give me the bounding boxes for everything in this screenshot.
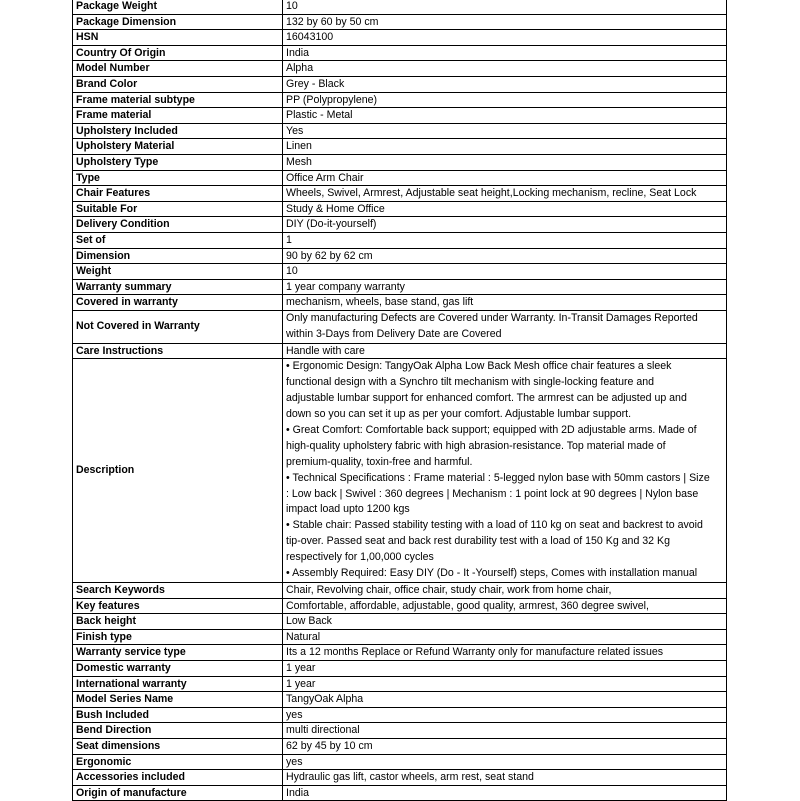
- table-row: [73, 343, 727, 359]
- spec-value: 1 year: [283, 660, 727, 676]
- spec-value: Wheels, Swivel, Armrest, Adjustable seat height,Locking mechanism, recline, Seat Lock: [283, 186, 727, 202]
- spec-value: India: [283, 45, 727, 61]
- spec-label: Upholstery Included: [73, 123, 283, 139]
- spec-label: Country Of Origin: [73, 45, 283, 61]
- spec-value: Mesh: [283, 154, 727, 170]
- spec-label: Accessories included: [73, 770, 283, 786]
- spec-value: Its a 12 months Replace or Refund Warranty only for manufacture related issues: [283, 645, 727, 661]
- table-row: [73, 217, 727, 233]
- spec-label: Frame material subtype: [73, 92, 283, 108]
- table-row: [73, 614, 727, 630]
- table-row: [73, 154, 727, 170]
- spec-label: Upholstery Type: [73, 154, 283, 170]
- description-line: adjustable lumbar support for enhanced comfort. The armrest can be adjusted up and: [286, 392, 687, 405]
- spec-value-description: [283, 359, 727, 583]
- description-line: functional design with a Synchro tilt mechanism with single-locking feature and: [286, 376, 655, 389]
- spec-label: Brand Color: [73, 76, 283, 92]
- spec-label: Package Dimension: [73, 14, 283, 30]
- description-line: tip-over. Passed seat and back rest durability test with a load of 150 Kg and 32 Kg: [286, 535, 670, 548]
- table-row: [73, 45, 727, 61]
- table-row: [73, 264, 727, 280]
- spec-label: Weight: [73, 264, 283, 280]
- spec-value: TangyOak Alpha: [283, 692, 727, 708]
- table-row: [73, 30, 727, 46]
- spec-label: Upholstery Material: [73, 139, 283, 155]
- table-row: [73, 660, 727, 676]
- spec-value: 132 by 60 by 50 cm: [283, 14, 727, 30]
- spec-value: yes: [283, 754, 727, 770]
- spec-label: Back height: [73, 614, 283, 630]
- table-row: [73, 645, 727, 661]
- specification-table: [72, 0, 727, 801]
- table-row: [73, 0, 727, 14]
- table-row: [73, 692, 727, 708]
- description-line: • Technical Specifications : Frame material : 5-legged nylon base with 50mm castors | Size: [286, 471, 710, 484]
- spec-value: 1 year: [283, 676, 727, 692]
- spec-value: Comfortable, affordable, adjustable, good quality, armrest, 360 degree swivel,: [283, 598, 727, 614]
- table-row: [73, 186, 727, 202]
- table-row: [73, 232, 727, 248]
- spec-label: Frame material: [73, 108, 283, 124]
- table-row: [73, 754, 727, 770]
- spec-value: DIY (Do-it-yourself): [283, 217, 727, 233]
- spec-label: Package Weight: [73, 0, 283, 14]
- table-row: [73, 723, 727, 739]
- not-covered-line: within 3-Days from Delivery Date are Covered: [286, 327, 502, 340]
- description-line: premium-quality, toxin-free and harmful.: [286, 455, 473, 468]
- table-row: [73, 76, 727, 92]
- table-row-not-covered: [73, 310, 727, 343]
- spec-value: Hydraulic gas lift, castor wheels, arm rest, seat stand: [283, 770, 727, 786]
- spec-label: Suitable For: [73, 201, 283, 217]
- spec-value: 1: [283, 232, 727, 248]
- spec-label: Warranty summary: [73, 279, 283, 295]
- description-line: • Great Comfort: Comfortable back support; equipped with 2D adjustable arms. Made of: [286, 423, 697, 436]
- not-covered-line: Only manufacturing Defects are Covered under Warranty. In-Transit Damages Reported: [286, 311, 698, 324]
- spec-label: Covered in warranty: [73, 295, 283, 311]
- spec-value: 10: [283, 264, 727, 280]
- spec-label-description: Description: [73, 359, 283, 583]
- table-row: [73, 629, 727, 645]
- spec-value: Yes: [283, 123, 727, 139]
- table-row: [73, 61, 727, 77]
- description-line: high-quality upholstery fabric with high abrasion-resistance. Top material made of: [286, 439, 666, 452]
- spec-label: Dimension: [73, 248, 283, 264]
- table-row: [73, 92, 727, 108]
- table-row: [73, 582, 727, 598]
- spec-value: Alpha: [283, 61, 727, 77]
- spec-label: Chair Features: [73, 186, 283, 202]
- spec-label: Not Covered in Warranty: [73, 310, 283, 343]
- spec-label: Ergonomic: [73, 754, 283, 770]
- spec-value: 62 by 45 by 10 cm: [283, 738, 727, 754]
- table-row: [73, 279, 727, 295]
- spec-value: Low Back: [283, 614, 727, 630]
- spec-label: Bush Included: [73, 707, 283, 723]
- spec-value: Office Arm Chair: [283, 170, 727, 186]
- spec-value: Chair, Revolving chair, office chair, study chair, work from home chair,: [283, 582, 727, 598]
- spec-label: Warranty service type: [73, 645, 283, 661]
- spec-value-not-covered: [283, 310, 727, 343]
- spec-value: mechanism, wheels, base stand, gas lift: [283, 295, 727, 311]
- table-row: [73, 707, 727, 723]
- spec-value: 1 year company warranty: [283, 279, 727, 295]
- spec-label: Care Instructions: [73, 343, 283, 359]
- spec-label: Model Series Name: [73, 692, 283, 708]
- table-row: [73, 295, 727, 311]
- table-row: [73, 170, 727, 186]
- description-line: • Assembly Required: Easy DIY (Do - It -Yourself) steps, Comes with installation manual: [286, 567, 698, 580]
- spec-label: Finish type: [73, 629, 283, 645]
- spec-value: 16043100: [283, 30, 727, 46]
- spec-value: 90 by 62 by 62 cm: [283, 248, 727, 264]
- spec-label: Set of: [73, 232, 283, 248]
- table-row: [73, 139, 727, 155]
- description-line: • Stable chair: Passed stability testing with a load of 110 kg on seat and backrest to avoid: [286, 519, 703, 532]
- table-row: [73, 770, 727, 786]
- table-row: [73, 598, 727, 614]
- description-line: impact load upto 1200 kgs: [286, 503, 410, 516]
- description-line: • Ergonomic Design: TangyOak Alpha Low Back Mesh office chair features a sleek: [286, 360, 672, 373]
- spec-value: Linen: [283, 139, 727, 155]
- table-row-description: [73, 359, 727, 583]
- spec-label: Bend Direction: [73, 723, 283, 739]
- spec-label: HSN: [73, 30, 283, 46]
- description-line: respectively for 1,00,000 cycles: [286, 551, 434, 564]
- spec-value: Plastic - Metal: [283, 108, 727, 124]
- spec-value: India: [283, 785, 727, 801]
- spec-label: International warranty: [73, 676, 283, 692]
- table-row: [73, 738, 727, 754]
- table-row: [73, 14, 727, 30]
- table-row: [73, 785, 727, 801]
- table-row: [73, 123, 727, 139]
- spec-value: Grey - Black: [283, 76, 727, 92]
- spec-value: PP (Polypropylene): [283, 92, 727, 108]
- spec-label: Key features: [73, 598, 283, 614]
- table-row: [73, 201, 727, 217]
- spec-value: Handle with care: [283, 343, 727, 359]
- spec-value: 10: [283, 0, 727, 14]
- specification-table-body: [73, 0, 727, 801]
- spec-value: multi directional: [283, 723, 727, 739]
- spec-label: Type: [73, 170, 283, 186]
- spec-label: Seat dimensions: [73, 738, 283, 754]
- description-line: : Low back | Swivel : 360 degrees | Mechanism : 1 point lock at 90 degrees | Nylon base: [286, 487, 699, 500]
- spec-label: Model Number: [73, 61, 283, 77]
- description-line: down so you can set it up as per your comfort. Adjustable lumbar support.: [286, 408, 632, 420]
- table-row: [73, 108, 727, 124]
- spec-label: Delivery Condition: [73, 217, 283, 233]
- table-row: [73, 676, 727, 692]
- table-row: [73, 248, 727, 264]
- spec-label: Search Keywords: [73, 582, 283, 598]
- spec-value: yes: [283, 707, 727, 723]
- spec-label: Domestic warranty: [73, 660, 283, 676]
- spec-value: Natural: [283, 629, 727, 645]
- spec-value: Study & Home Office: [283, 201, 727, 217]
- spec-label: Origin of manufacture: [73, 785, 283, 801]
